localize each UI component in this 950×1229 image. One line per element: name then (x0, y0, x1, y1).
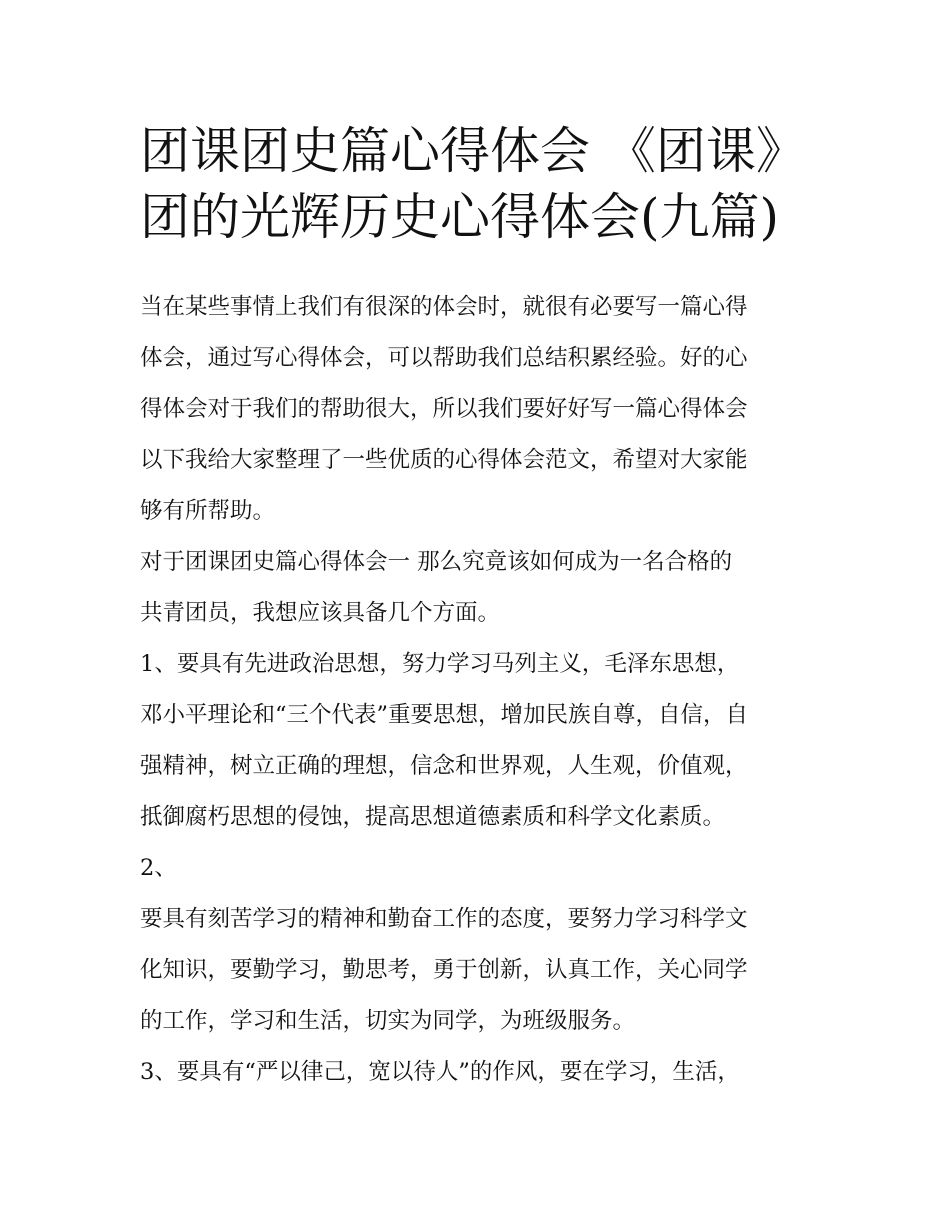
body-line: 得体会对于我们的帮助很大，所以我们要好好写一篇心得体会 (140, 396, 748, 422)
body-line: 2、 (140, 855, 177, 881)
body-line: 化知识，要勤学习，勤思考，勇于创新，认真工作，关心同学 (140, 957, 748, 983)
body-line: 的工作，学习和生活，切实为同学，为班级服务。 (140, 1008, 636, 1034)
body-line: 当在某些事情上我们有很深的体会时，就很有必要写一篇心得 (140, 294, 748, 320)
body-line: 1、要具有先进政治思想，努力学习马列主义，毛泽东思想， (140, 651, 740, 677)
body-line: 邓小平理论和“三个代表”重要思想，增加民族自尊，自信，自 (140, 702, 749, 728)
body-line: 对于团课团史篇心得体会一 那么究竟该如何成为一名合格的 (140, 549, 733, 575)
body-line: 共青团员，我想应该具备几个方面。 (140, 600, 501, 626)
body-line: 以下我给大家整理了一些优质的心得体会范文，希望对大家能 (140, 447, 748, 473)
document-body (140, 282, 830, 1098)
body-line: 强精神，树立正确的理想，信念和世界观，人生观，价值观， (140, 753, 748, 779)
body-line: 抵御腐朽思想的侵蚀，提高思想道德素质和科学文化素质。 (140, 804, 726, 830)
title-line-1: 团课团史篇心得体会 《团课》 (140, 122, 806, 180)
body-line: 要具有刻苦学习的精神和勤奋工作的态度，要努力学习科学文 (140, 906, 748, 932)
body-line: 够有所帮助。 (140, 498, 276, 524)
body-line: 体会，通过写心得体会，可以帮助我们总结积累经验。好的心 (140, 345, 748, 371)
body-line: 3、要具有“严以律己，宽以待人”的作风，要在学习，生活， (140, 1059, 740, 1085)
document-title (140, 118, 830, 250)
title-line-2: 团的光辉历史心得体会(九篇) (140, 188, 780, 246)
